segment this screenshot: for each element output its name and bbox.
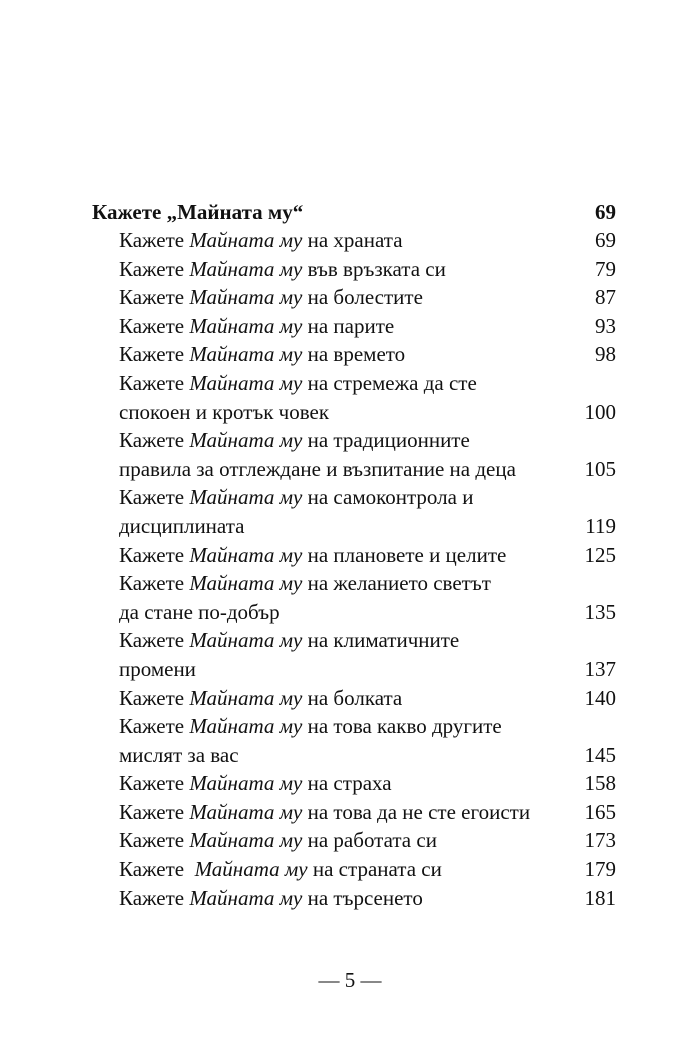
page-number: — 5 — (318, 968, 382, 992)
entry-emphasis: Майната му (189, 714, 303, 739)
entry-emphasis: Майната му (189, 571, 303, 596)
toc-entry-page-number: 79 (595, 256, 616, 281)
entry-text-line: на болката (302, 685, 403, 710)
entry-emphasis: Майната му (189, 285, 303, 310)
entry-emphasis: Майната му (194, 857, 308, 882)
toc-entry-title (119, 798, 585, 827)
entry-emphasis: Майната му (189, 313, 303, 338)
toc-entry-title (119, 255, 595, 284)
entry-emphasis: Майната му (189, 628, 303, 653)
entry-prefix: Кажете (119, 285, 190, 310)
entry-prefix: Кажете (119, 571, 190, 596)
toc-entry (119, 312, 616, 341)
toc-entry (119, 541, 616, 570)
toc-entry (119, 884, 616, 913)
entry-text-line: на плановете и целите (302, 542, 507, 567)
entry-prefix: Кажете (119, 771, 190, 796)
toc-entry-page-number: 119 (585, 513, 616, 538)
toc-entry-title (119, 855, 585, 884)
entry-emphasis: Майната му (189, 771, 303, 796)
toc-section-heading (92, 198, 616, 226)
entry-emphasis: Майната му (189, 256, 303, 281)
entry-text-line: на традиционните (302, 428, 470, 453)
toc-entry-page-number: 87 (595, 285, 616, 310)
entry-emphasis: Майната му (189, 228, 303, 252)
toc-entry-title (119, 541, 585, 570)
toc-entry-title (119, 769, 585, 798)
toc-entries (119, 226, 616, 912)
toc-entry-page-number: 100 (584, 399, 616, 424)
entry-text-line: на страната си (307, 857, 442, 882)
toc-entry-page-number: 165 (584, 799, 616, 824)
entry-text-line: на желанието светът (302, 571, 491, 596)
section-page-number: 69 (595, 200, 616, 224)
toc-entry (119, 769, 616, 798)
entry-text-line: дисциплината (119, 513, 245, 538)
toc-entry-page-number: 179 (584, 857, 616, 882)
entry-text-line: промени (119, 656, 196, 681)
toc-entry-page-number: 173 (584, 828, 616, 853)
toc-entry (119, 826, 616, 855)
entry-text-line: на болестите (302, 285, 423, 310)
toc-entry (119, 712, 616, 769)
entry-emphasis: Майната му (189, 485, 303, 510)
entry-emphasis: Майната му (189, 828, 303, 853)
entry-text-line: на търсенето (302, 885, 423, 910)
toc-entry (119, 369, 616, 426)
toc-entry-page-number: 145 (584, 742, 616, 767)
toc-entry (119, 226, 616, 255)
toc-entry-title (119, 483, 585, 540)
entry-text-line: на климатичните (302, 628, 460, 653)
toc-entry-title (119, 884, 585, 913)
table-of-contents (92, 198, 616, 912)
entry-prefix: Кажете (119, 885, 190, 910)
entry-prefix: Кажете (119, 313, 190, 338)
toc-entry-page-number: 98 (595, 342, 616, 367)
toc-entry (119, 569, 616, 626)
toc-entry-page-number: 93 (595, 313, 616, 338)
toc-entry-title (119, 340, 595, 369)
entry-prefix: Кажете (119, 828, 190, 853)
entry-emphasis: Майната му (189, 370, 303, 395)
toc-entry-title (119, 226, 595, 255)
entry-prefix: Кажете (119, 256, 190, 281)
entry-text-line: мислят за вас (119, 742, 239, 767)
toc-entry-title (119, 684, 585, 713)
toc-entry-page-number: 181 (584, 885, 616, 910)
toc-entry-page-number: 135 (584, 599, 616, 624)
section-title: Кажете „Майната му“ (92, 200, 304, 224)
entry-text-line: на самоконтрола и (302, 485, 474, 510)
entry-emphasis: Майната му (189, 685, 303, 710)
entry-prefix: Кажете (119, 370, 190, 395)
entry-text-line: на храната (302, 228, 403, 252)
entry-prefix: Кажете (119, 485, 190, 510)
entry-emphasis: Майната му (189, 342, 303, 367)
entry-text-line: на времето (302, 342, 406, 367)
toc-entry (119, 426, 616, 483)
entry-text-line: на работата си (302, 828, 437, 853)
toc-entry-page-number: 125 (584, 542, 616, 567)
toc-entry (119, 798, 616, 827)
entry-prefix: Кажете (119, 542, 190, 567)
toc-entry (119, 684, 616, 713)
entry-text-line: спокоен и кротък човек (119, 399, 330, 424)
entry-text-line: правила за отглеждане и възпитание на деца (119, 456, 516, 481)
toc-entry-title (119, 569, 585, 626)
toc-entry-title (119, 283, 595, 312)
entry-emphasis: Майната му (189, 542, 303, 567)
page-footer (0, 966, 700, 994)
entry-prefix: Кажете (119, 342, 190, 367)
entry-text-line: на това какво другите (302, 714, 502, 739)
entry-prefix: Кажете (119, 428, 190, 453)
toc-entry-page-number: 140 (584, 685, 616, 710)
toc-entry-page-number: 158 (584, 771, 616, 796)
toc-entry-page-number: 69 (595, 228, 616, 252)
toc-entry (119, 626, 616, 683)
toc-entry-title (119, 426, 585, 483)
toc-entry (119, 255, 616, 284)
toc-entry (119, 483, 616, 540)
entry-emphasis: Майната му (189, 428, 303, 453)
toc-entry-title (119, 712, 585, 769)
toc-entry-title (119, 312, 595, 341)
toc-entry-title (119, 626, 585, 683)
toc-entry (119, 283, 616, 312)
entry-emphasis: Майната му (189, 799, 303, 824)
entry-text-line: на страха (302, 771, 392, 796)
entry-emphasis: Майната му (189, 885, 303, 910)
toc-entry-page-number: 105 (584, 456, 616, 481)
entry-prefix: Кажете (119, 228, 190, 252)
toc-entry (119, 855, 616, 884)
toc-entry-page-number: 137 (584, 656, 616, 681)
entry-text-line: във връзката си (302, 256, 446, 281)
toc-entry-title (119, 369, 585, 426)
entry-prefix: Кажете (119, 714, 190, 739)
entry-prefix: Кажете (119, 685, 190, 710)
entry-prefix: Кажете (119, 628, 190, 653)
entry-text-line: на стремежа да сте (302, 370, 477, 395)
entry-text-line: на парите (302, 313, 395, 338)
entry-text-line: на това да не сте егоисти (302, 799, 531, 824)
toc-entry-title (119, 826, 585, 855)
entry-prefix: Кажете (119, 799, 190, 824)
entry-prefix: Кажете (119, 857, 195, 882)
entry-text-line: да стане по-добър (119, 599, 280, 624)
toc-entry (119, 340, 616, 369)
